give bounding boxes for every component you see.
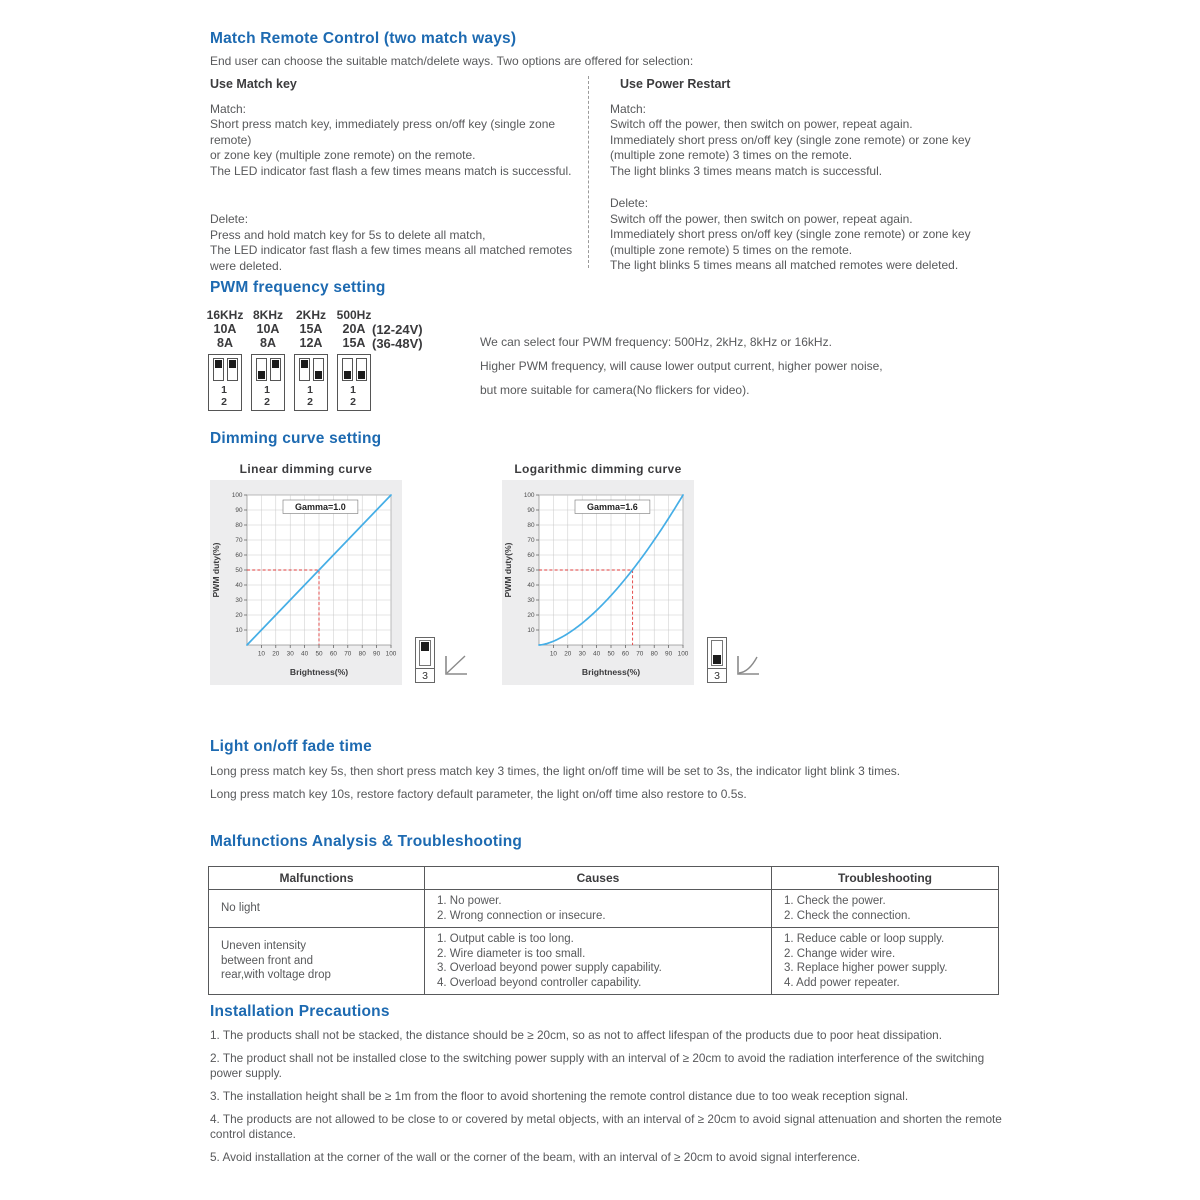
pwm-column-16khz	[208, 308, 242, 411]
pwm-column-500hz	[337, 308, 371, 411]
log-dip-switch-3	[707, 637, 727, 683]
svg-text:90: 90	[373, 650, 381, 658]
svg-text:50: 50	[527, 567, 535, 575]
dip-knob	[344, 371, 351, 379]
section-title-fade-time: Light on/off fade time	[210, 738, 372, 755]
pwm-amp-36-48v: 8A	[260, 336, 276, 350]
dip-slot-1	[342, 358, 353, 381]
svg-text:10: 10	[549, 650, 557, 658]
dip-slot-2	[313, 358, 324, 381]
svg-text:40: 40	[301, 650, 309, 658]
match-label: Match:	[210, 101, 247, 116]
dip-knob	[713, 655, 721, 664]
installation-item-5: 5. Avoid installation at the corner of the wall or the corner of the beam, with an interval of ≥ 20cm to avoid signal interference.	[210, 1150, 861, 1164]
section-title-match-remote-control: Match Remote Control (two match ways)	[210, 30, 517, 47]
log-curve-icon	[733, 650, 761, 678]
svg-text:10: 10	[527, 627, 535, 635]
pwm-freq-label: 2KHz	[295, 308, 326, 322]
pwm-column-8khz	[251, 308, 285, 411]
linear-dimming-chart-plot	[210, 480, 402, 685]
dip-knob	[301, 360, 308, 368]
pwm-column-2khz	[294, 308, 328, 411]
log-dimming-chart-plot	[502, 480, 694, 685]
dip-switch-8khz	[251, 354, 285, 411]
svg-text:60: 60	[329, 650, 337, 658]
cell-troubleshooting: 1. Reduce cable or loop supply. 2. Change wider wire. 3. Replace higher power supply. 4. Add power repeater.	[772, 928, 999, 995]
dip-switch-number: 3	[416, 668, 434, 682]
dip-slot-3	[711, 640, 723, 666]
linear-dimming-chart	[210, 480, 402, 685]
svg-text:100: 100	[677, 650, 689, 658]
table-header-row	[209, 867, 999, 890]
pwm-amp-12-24v: 10A	[256, 322, 280, 336]
pwm-freq-label: 8KHz	[252, 308, 283, 322]
dip-knob	[358, 371, 365, 379]
pwm-amp-12-24v: 15A	[299, 322, 323, 336]
dip-slot-2	[227, 358, 238, 381]
dip-numbers: 1 2	[221, 384, 232, 408]
svg-text:Brightness(%): Brightness(%)	[581, 667, 641, 677]
pwm-voltage-notes: (12-24V) (36-48V)	[372, 322, 423, 351]
svg-text:60: 60	[527, 552, 535, 560]
svg-text:30: 30	[235, 597, 243, 605]
dip-knob	[229, 360, 236, 368]
fade-line-2: Long press match key 10s, restore factory default parameter, the light on/off time also restore to 0.5s.	[210, 787, 747, 801]
dip-knob	[421, 642, 429, 651]
dip-slot-1	[213, 358, 224, 381]
svg-text:80: 80	[235, 522, 243, 530]
svg-text:100: 100	[523, 492, 535, 500]
pwm-freq-label: 16KHz	[206, 308, 244, 322]
log-chart-title: Logarithmic dimming curve	[514, 462, 682, 476]
dip-slot-3	[419, 640, 431, 666]
column-divider	[588, 76, 589, 268]
pwm-amp-12-24v: 20A	[342, 322, 366, 336]
svg-text:100: 100	[385, 650, 397, 658]
dip-switch-2khz	[294, 354, 328, 411]
svg-text:10: 10	[235, 627, 243, 635]
dip-numbers: 1 2	[350, 384, 361, 408]
match-instructions: Switch off the power, then switch on power, repeat again. Immediately short press on/off key (single zone remote) or zone key (multiple zone remote) 3 times on the remote. The light blinks 3 times means match is successful.	[610, 117, 971, 178]
svg-text:30: 30	[527, 597, 535, 605]
section-title-installation: Installation Precautions	[210, 1003, 390, 1020]
pwm-freq-label: 500Hz	[336, 308, 372, 322]
dip-slot-1	[299, 358, 310, 381]
pwm-amp-12-24v: 10A	[213, 322, 237, 336]
dip-switch-number: 3	[708, 668, 726, 682]
cell-malfunction: No light	[209, 890, 425, 928]
delete-instructions: Switch off the power, then switch on power, repeat again. Immediately short press on/off key (single zone remote) or zone key (multiple zone remote) 5 times on the remote. The light blinks 5 times means all matched remotes were deleted.	[610, 211, 971, 272]
svg-text:40: 40	[235, 582, 243, 590]
fade-line-1: Long press match key 5s, then short press match key 3 times, the light on/off time will be set to 3s, the indicator light blink 3 times.	[210, 764, 901, 778]
svg-text:90: 90	[235, 507, 243, 515]
installation-item-4: 4. The products are not allowed to be close to or covered by metal objects, with an interval of ≥ 20cm to avoid signal attenuation and shorten the remote control distance.	[210, 1112, 1002, 1141]
svg-text:20: 20	[527, 612, 535, 620]
svg-text:70: 70	[235, 537, 243, 545]
table-row	[209, 928, 999, 995]
installation-item-1: 1. The products shall not be stacked, the distance should be ≥ 20cm, so as not to affect lifespan of the products due to poor heat dissipation.	[210, 1028, 943, 1042]
pwm-amp-36-48v: 12A	[299, 336, 323, 350]
section-title-dimming-curve: Dimming curve setting	[210, 430, 382, 447]
dip-knob	[272, 360, 279, 368]
dip-slot-2	[270, 358, 281, 381]
table-row	[209, 890, 999, 928]
svg-text:Gamma=1.0: Gamma=1.0	[295, 502, 346, 512]
svg-text:20: 20	[564, 650, 572, 658]
installation-item-3: 3. The installation height shall be ≥ 1m from the floor to avoid shortening the remote control distance due to too weak reception signal.	[210, 1089, 909, 1103]
pwm-amp-36-48v: 8A	[217, 336, 233, 350]
linear-curve-icon	[441, 650, 469, 678]
svg-text:Gamma=1.6: Gamma=1.6	[587, 502, 638, 512]
svg-text:30: 30	[286, 650, 294, 658]
svg-text:70: 70	[344, 650, 352, 658]
svg-text:60: 60	[235, 552, 243, 560]
installation-list	[210, 1028, 1020, 1173]
svg-text:20: 20	[235, 612, 243, 620]
dip-switch-500hz	[337, 354, 371, 411]
svg-text:40: 40	[527, 582, 535, 590]
svg-text:50: 50	[607, 650, 615, 658]
dip-switch-16khz	[208, 354, 242, 411]
match-label: Match:	[610, 101, 647, 116]
dip-slot-1	[256, 358, 267, 381]
svg-text:Brightness(%): Brightness(%)	[289, 667, 349, 677]
pwm-dip-switch-group	[208, 308, 371, 411]
svg-text:10: 10	[257, 650, 265, 658]
dip-numbers: 1 2	[264, 384, 275, 408]
dip-knob	[258, 371, 265, 379]
header-malfunctions: Malfunctions	[209, 867, 425, 890]
dip-knob	[315, 371, 322, 379]
linear-chart-title: Linear dimming curve	[239, 462, 373, 476]
svg-text:50: 50	[235, 567, 243, 575]
svg-text:70: 70	[636, 650, 644, 658]
svg-text:100: 100	[231, 492, 243, 500]
svg-text:80: 80	[358, 650, 366, 658]
use-match-key-heading: Use Match key	[210, 77, 297, 91]
svg-text:70: 70	[527, 537, 535, 545]
dip-knob	[215, 360, 222, 368]
svg-text:50: 50	[315, 650, 323, 658]
delete-label: Delete:	[610, 196, 649, 210]
svg-text:90: 90	[665, 650, 673, 658]
malfunctions-table	[208, 866, 999, 995]
cell-causes: 1. No power. 2. Wrong connection or insecure.	[425, 890, 772, 928]
linear-dip-switch-3	[415, 637, 435, 683]
section-title-pwm-frequency: PWM frequency setting	[210, 279, 386, 296]
svg-text:PWM duty(%): PWM duty(%)	[503, 542, 513, 598]
cell-causes: 1. Output cable is too long. 2. Wire diameter is too small. 3. Overload beyond power supply capability. 4. Overload beyond controller capability.	[425, 928, 772, 995]
match-right-column	[610, 77, 1020, 274]
delete-label: Delete:	[210, 212, 249, 226]
svg-text:60: 60	[621, 650, 629, 658]
match-instructions: Short press match key, immediately press on/off key (single zone remote) or zone key (multiple zone remote) on the remote. The LED indicator fast flash a few times means match is successful.	[210, 117, 572, 178]
svg-text:80: 80	[650, 650, 658, 658]
use-power-restart-heading: Use Power Restart	[620, 77, 731, 91]
header-troubleshooting: Troubleshooting	[772, 867, 999, 890]
section-title-malfunctions: Malfunctions Analysis & Troubleshooting	[210, 833, 523, 850]
svg-text:40: 40	[593, 650, 601, 658]
delete-instructions: Press and hold match key for 5s to delete all match, The LED indicator fast flash a few times means all matched remotes were deleted.	[210, 227, 573, 273]
cell-troubleshooting: 1. Check the power. 2. Check the connection.	[772, 890, 999, 928]
match-left-column	[210, 77, 590, 274]
installation-item-2: 2. The product shall not be installed close to the switching power supply with an interval of ≥ 20cm to avoid the radiation interference of the switching power supply.	[210, 1051, 985, 1080]
svg-text:20: 20	[272, 650, 280, 658]
svg-text:30: 30	[578, 650, 586, 658]
pwm-amp-36-48v: 15A	[342, 336, 366, 350]
svg-text:PWM duty(%): PWM duty(%)	[211, 542, 221, 598]
svg-text:90: 90	[527, 507, 535, 515]
pwm-note-text: We can select four PWM frequency: 500Hz, 2kHz, 8kHz or 16kHz. Higher PWM frequency, will cause lower output current, higher power noise, but more suitable for camera(No flickers for video).	[480, 335, 883, 397]
match-intro-text: End user can choose the suitable match/delete ways. Two options are offered for selection:	[210, 54, 694, 68]
dip-numbers: 1 2	[307, 384, 318, 408]
log-dimming-chart	[502, 480, 694, 685]
svg-text:80: 80	[527, 522, 535, 530]
dip-slot-2	[356, 358, 367, 381]
header-causes: Causes	[425, 867, 772, 890]
cell-malfunction: Uneven intensity between front and rear,with voltage drop	[209, 928, 425, 995]
